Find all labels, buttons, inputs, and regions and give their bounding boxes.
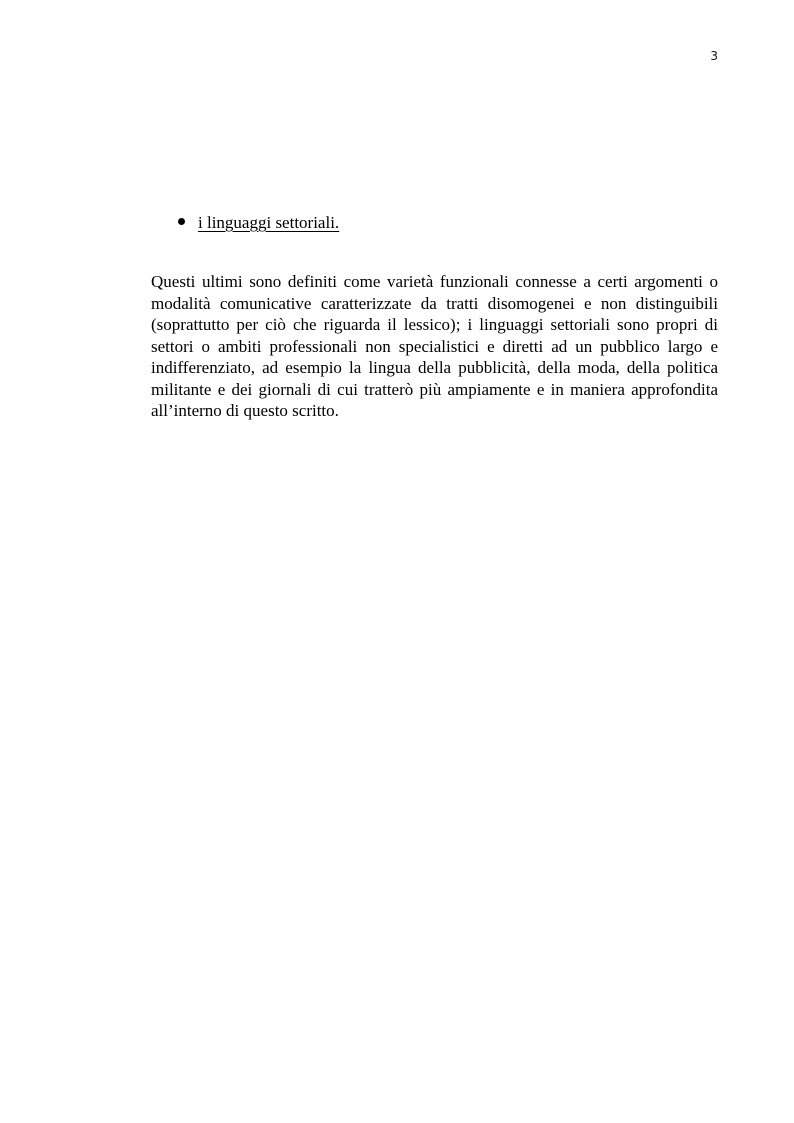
body-paragraph: Questi ultimi sono definiti come varietà funzionali connesse a certi argomenti o modalità comunicative caratterizzate da tratti disomogenei e non distinguibili (soprattutto per ciò che riguarda il lessico); i linguaggi settoriali sono propri di settori o ambiti professionali non specialistici e diretti ad un pubblico largo e indifferenziato, ad esempio la lingua della pubblicità, della moda, della politica militante e dei giornali di cui tratterò più ampiamente e in maniera approfondita all’interno di questo scritto. [151, 272, 718, 420]
bullet-list [178, 211, 339, 235]
list-item [178, 211, 339, 235]
list-item-text: i linguaggi settoriali. [198, 213, 340, 232]
page-number: 3 [710, 49, 718, 63]
bullet-icon [178, 218, 185, 225]
